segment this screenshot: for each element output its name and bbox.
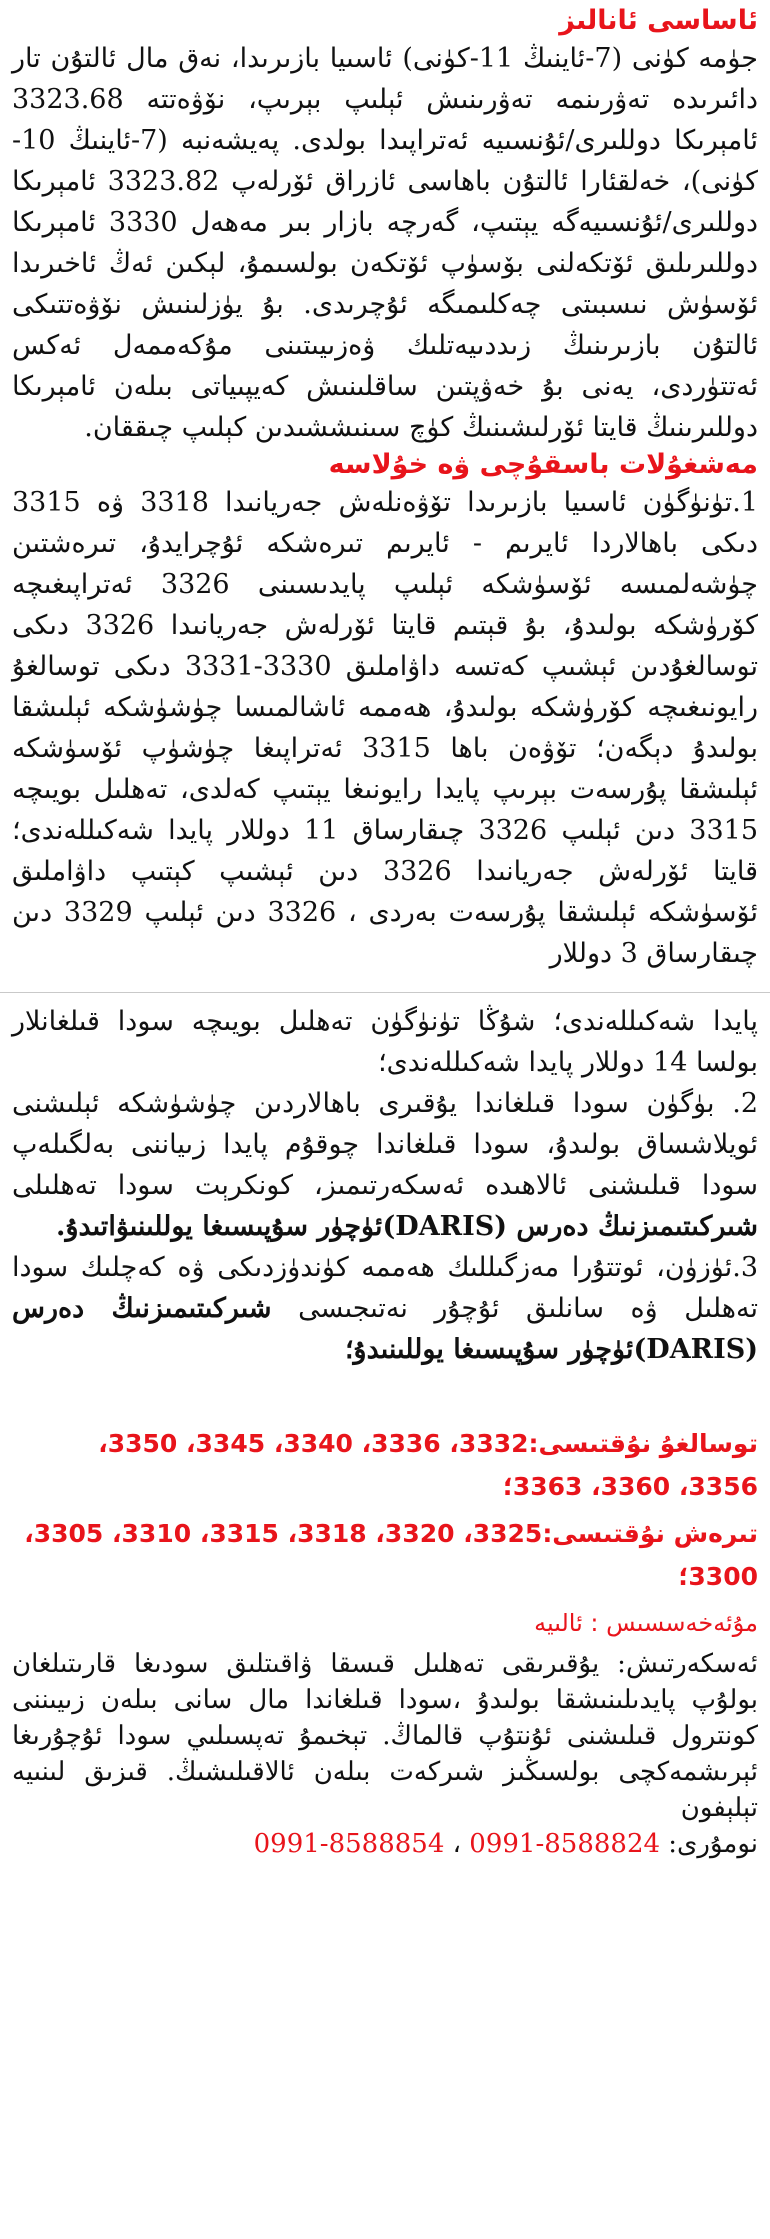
operation-point-3-text: 3.ئۈزۈن، ئوتتۇرا مەزگىللىك ھەممە كۈندۈزدىكى ۋە كەچلىك سودا تەھلىل ۋە سانلىق ئۇچۇر نەتىجىسى [12, 1252, 758, 1324]
operation-point-3-bold: شىركىتىمىزنىڭ دەرس (DARIS)ئۈچۈر سۇپىسىغا يوللىنىدۇ؛ [12, 1293, 758, 1365]
phone-line: نومۇرى: 0991-8588854 ، 0991-8588824 [253, 1829, 758, 1859]
operation-summary-heading: مەشغۇلات باسقۇچى ۋە خۇلاسە [328, 449, 758, 480]
phone-number-1[interactable]: 0991-8588854 [253, 1829, 445, 1859]
operation-point-2-text: 2. بۈگۈن سودا قىلغاندا يۇقىرى باھالاردىن چۈشۈشكە ئېلىشنى ئويلاشساق بولىدۇ، سودا قىلغاندا چوقۇم پايدا زىياننى بەلگىلەپ سودا قىلىشنى ئالاھىدە ئەسكەرتىمىز، كونكرېت سودا تەھلىلى [12, 1088, 758, 1201]
support-levels: تىرەش نۇقتىسى:3325، 3320، 3318، 3315، 3310، 3305، 3300؛ [24, 1519, 758, 1591]
operation-point-2-bold: شىركىتىمىزنىڭ دەرس (DARIS)ئۈچۈر سۇپىسىغا يوللىنىۋاتىدۇ. [56, 1211, 758, 1242]
page-break-divider [0, 980, 770, 993]
operation-point-2 [12, 1083, 758, 1247]
phone-number-2[interactable]: 0991-8588824 [469, 1829, 661, 1859]
basic-analysis-body: جۈمە كۈنى (7-ئاينىڭ 11-كۈنى) ئاسىيا بازىرىدا، نەق مال ئالتۇن تار دائىرىدە تەۋرىنمە تەۋرىنىش ئېلىپ بېرىپ، نۆۋەتتە 3323.68 ئامېرىكا دوللىرى/ئۇنسىيە ئەتراپىدا بولدى. پەيشەنبە (7-ئاينىڭ 10-كۈنى)، خەلقئارا ئالتۇن باھاسى ئازراق ئۆرلەپ 3323.82 ئامېرىكا دوللىرى/ئۇنسىيەگە يېتىپ، گەرچە بازار بىر مەھەل 3330 ئامېرىكا دوللىرىلىق ئۆتكەلنى بۆسۈپ ئۆتكەن بولسىمۇ، لېكىن ئەڭ ئاخىرىدا ئۆسۈش نىسبىتى چەكلىمىگە ئۇچرىدى. بۇ يۈزلىنىش نۆۋەتتىكى ئالتۇن بازىرىنىڭ زىددىيەتلىك ۋەزىيىتىنى مۇكەممەل ئەكس ئەتتۈردى، يەنى بۇ خەۋپتىن ساقلىنىش كەيپىياتى بىلەن ئامېرىكا دوللىرىنىڭ قايتا ئۆرلىشىنىڭ كۈچ سىنىششىدىن كېلىپ چىققان. [12, 43, 759, 443]
resistance-levels: توسالغۇ نۇقتىسى:3332، 3336، 3340، 3345، 3350، 3356، 3360، 3363؛ [98, 1429, 758, 1501]
phone-label: نومۇرى: [668, 1829, 758, 1859]
operation-point-1: 1.تۈنۈگۈن ئاسىيا بازىرىدا تۆۋەنلەش جەريانىدا 3318 ۋە 3315 دىكى باھالاردا ئايرىم - ئايرىم تىرەشكە ئۇچرايدۇ، تىرەشتىن چۈشەلمىسە ئۆسۈشكە ئېلىپ پايدىسىنى 3326 ئەتراپىغىچە كۆرۈشكە بولىدۇ، بۇ قېتىم قايتا ئۆرلەش جەريانىدا 3326 دىكى توسالغۇدىن ئېشىپ كەتسە داۋاملىق 3330-3331 دىكى توسالغۇ رايونىغىچە كۆرۈشكە بولىدۇ، ھەممە ئاشالمىسا چۈشۈشكە ئېلىشقا بولىدۇ دېگەن؛ تۆۋەن باھا 3315 ئەتراپىغا چۈشۈپ ئۆسۈشكە ئېلىشقا پۇرسەت بېرىپ پايدا رايونىغا يېتىپ كەلدى، تەھلىل بويىچە 3315 دىن ئېلىپ 3326 چىقارساق 11 دوللار پايدا شەكىللەندى؛ قايتا ئۆرلەش جەريانىدا 3326 دىن ئېشىپ كېتىپ داۋاملىق ئۆسۈشكە ئېلىشقا پۇرسەت بەردى ، 3326 دىن ئېلىپ 3329 دىن چىقارساق 3 دوللار [12, 487, 758, 969]
operation-point-1-continued: پايدا شەكىللەندى؛ شۇڭا تۈنۈگۈن تەھلىل بويىچە سودا قىلغانلار بولسا 14 دوللار پايدا شەكىللەندى؛ [12, 1006, 758, 1078]
basic-analysis-heading: ئاساسى ئانالىز [559, 5, 758, 36]
author-line: مۇئەخەسسىس : ئالىيە [534, 1609, 758, 1637]
operation-point-3 [12, 1247, 758, 1370]
blank-spacer [12, 1370, 758, 1422]
risk-warning: ئەسكەرتىش: يۇقىرىقى تەھلىل قىسقا ۋاقىتلىق سودىغا قارىتىلغان بولۇپ پايدىلىنىشقا بولىدۇ ،سودا قىلغاندا مال سانى بىلەن زىيىننى كونترول قىلىشنى ئۇنتۇپ قالماڭ. تېخىمۇ تەپسىلىي سودا ئۇچۇرىغا ئېرىشمەكچى بولسىڭىز شىركەت بىلەن ئالاقىلىشىڭ. قىزىق لىنىيە تېلېفون [12, 1649, 758, 1823]
